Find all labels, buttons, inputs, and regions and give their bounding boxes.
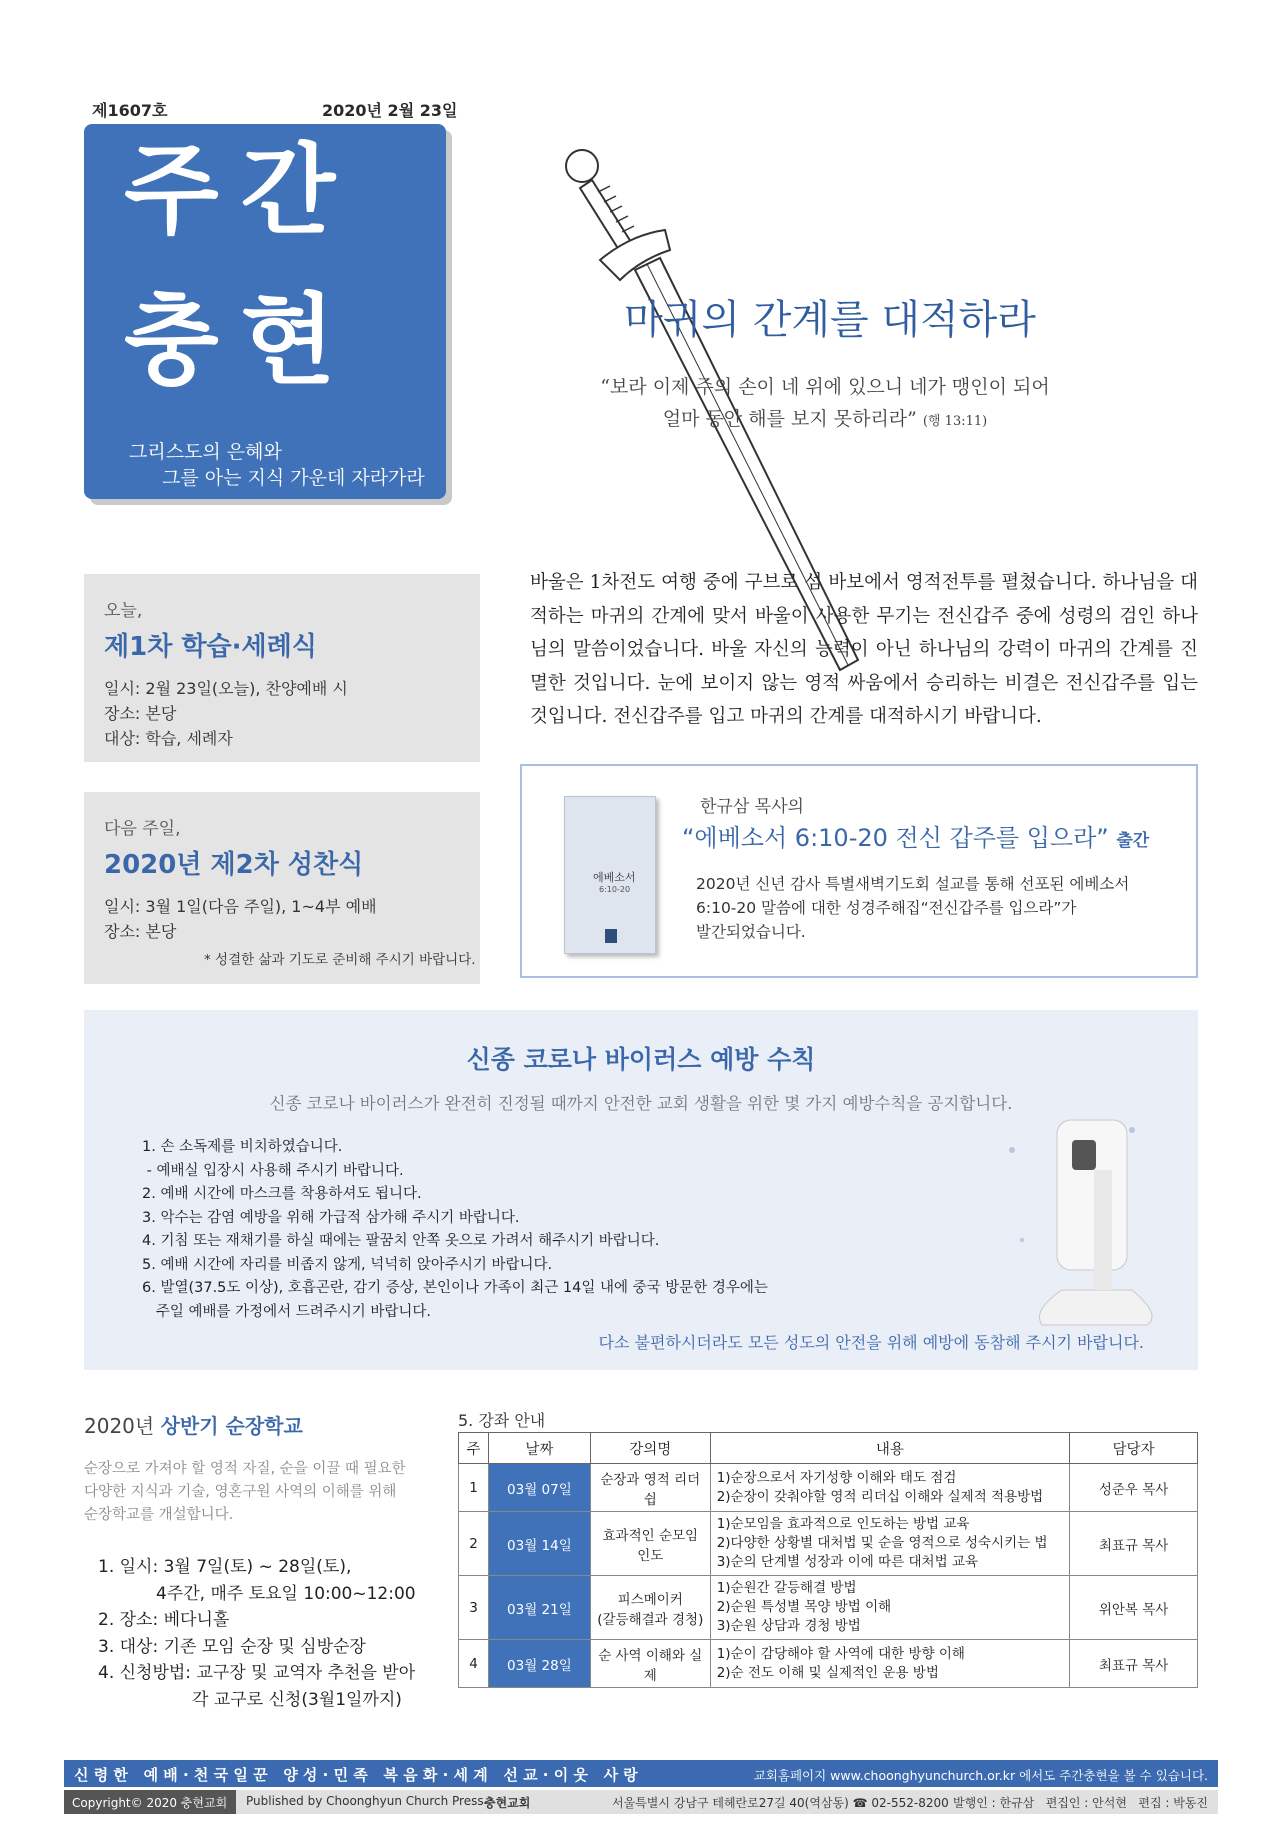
issue-number: 제1607호 <box>92 101 168 120</box>
today-title: 제1차 학습·세례식 <box>104 632 317 662</box>
covid-rules-list <box>142 1136 768 1324</box>
book-title: “에베소서 6:10-20 전신 갑주를 입으라” <box>682 824 1109 852</box>
book-suffix: 출간 <box>1116 831 1150 851</box>
covid-notice <box>84 1010 1198 1370</box>
lecture-content-line: 1)순원간 갈등해결 방법 <box>716 1580 857 1596</box>
lecture-name <box>590 1576 710 1640</box>
lecture-content-line: 2)다양한 상황별 대처법 및 순을 영적으로 성숙시키는 법 <box>716 1535 1048 1551</box>
school-desc-line2: 다양한 지식과 기술, 영혼구원 사역의 이해를 위해 <box>84 1484 397 1500</box>
school-desc-line1: 순장으로 가져야 할 영적 자질, 순을 이끌 때 필요한 <box>84 1461 406 1477</box>
covid-rule-item: 3. 악수는 감염 예방을 위해 가급적 삼가해 주시기 바랍니다. <box>142 1209 520 1226</box>
lecture-date: 03월 14일 <box>488 1512 590 1576</box>
lecture-name <box>590 1640 710 1688</box>
lecture-week: 1 <box>459 1464 489 1512</box>
book-cover <box>564 796 656 954</box>
lecture-name-line: 효과적인 순모임 인도 <box>602 1527 699 1564</box>
today-event-box <box>84 574 480 762</box>
footer-brand: 충현교회 <box>484 1796 531 1810</box>
next-line1: 일시: 3월 1일(다음 주일), 1~4부 예배 <box>104 897 377 916</box>
lecture-name-line: 순장과 영적 리더쉽 <box>600 1471 701 1508</box>
masthead-line1: 주간 <box>124 134 358 248</box>
lecture-name-line: (갈등해결과 경청) <box>597 1611 704 1628</box>
lecture-date: 03월 28일 <box>488 1640 590 1688</box>
school-info-2: 2. 장소: 베다니홀 <box>98 1610 230 1630</box>
lecture-name-line: 순 사역 이해와 실제 <box>598 1647 703 1684</box>
table-row <box>459 1640 1198 1688</box>
covid-rule-item: 5. 예배 시간에 자리를 비좁지 않게, 넉넉히 앉아주시기 바랍니다. <box>142 1256 553 1273</box>
footer-motto-bar <box>64 1760 1218 1787</box>
school-heading <box>84 1410 303 1439</box>
book-cover-title: 에베소서 <box>593 871 636 884</box>
book-desc-line1: 2020년 신년 감사 특별새벽기도회 설교를 통해 선포된 에베소서 <box>696 875 1130 893</box>
lecture-content <box>710 1512 1069 1576</box>
sermon-title: 마귀의 간계를 대적하라 <box>624 297 1036 343</box>
verse-text: 얼마 동안 해를 보지 못하리라” <box>662 408 917 430</box>
lecture-name <box>590 1512 710 1576</box>
table-row <box>459 1512 1198 1576</box>
school-info-3: 3. 대상: 기존 모임 순장 및 심방순장 <box>98 1636 366 1657</box>
table-row <box>459 1464 1198 1512</box>
footer-published: Published by Choonghyun Church Press <box>246 1794 484 1808</box>
school-description <box>84 1458 406 1527</box>
lecture-col-header: 날짜 <box>488 1433 590 1464</box>
lecture-name <box>590 1464 710 1512</box>
covid-rule-item: 6. 발열(37.5도 이상), 호흡곤란, 감기 증상, 본인이나 가족이 최근 14일 내에 중국 방문한 경우에는 <box>142 1280 768 1296</box>
lecture-content-line: 2)순장이 갖춰야할 영적 리더십 이해와 실제적 적용방법 <box>716 1488 1044 1505</box>
school-info-list <box>98 1554 416 1713</box>
book-desc-line2: 6:10-20 말씀에 대한 성경주해집“전신갑주를 입으라”가 <box>696 899 1077 917</box>
today-line1: 일시: 2월 23일(오늘), 찬양예배 시 <box>104 679 348 698</box>
lecture-table-header <box>459 1433 1198 1464</box>
lecture-content-line: 3)순의 단계별 성장과 이에 따른 대처법 교육 <box>716 1554 979 1570</box>
school-info-4b: 각 교구로 신청(3월1일까지) <box>192 1689 402 1710</box>
issue-date: 2020년 2월 23일 <box>322 101 458 120</box>
covid-rule-item: 4. 기침 또는 재채기를 하실 때에는 팔꿈치 안쪽 옷으로 가려서 해주시기 바랍니다. <box>142 1233 660 1249</box>
masthead-line2: 충현 <box>124 284 358 398</box>
footer-staff: 발행인 : 한규삼 편집인 : 안석현 편집 : 박동진 <box>953 1796 1208 1810</box>
school-title: 상반기 순장학교 <box>160 1414 303 1438</box>
lecture-instructor: 성준우 목사 <box>1070 1464 1198 1512</box>
lecture-content-line: 1)순모임을 효과적으로 인도하는 방법 교육 <box>716 1516 970 1532</box>
lecture-week: 3 <box>459 1576 489 1640</box>
lecture-instructor: 최표규 목사 <box>1070 1640 1198 1688</box>
lecture-instructor: 최표규 목사 <box>1070 1512 1198 1576</box>
masthead-sub2: 그를 아는 지식 가운데 자라가라 <box>162 467 425 489</box>
lecture-content-line: 1)순이 감당해야 할 사역에 대한 방향 이해 <box>716 1645 965 1662</box>
footer-homepage: 교회홈페이지 www.choonghyunchurch.or.kr 에서도 주간충현을 볼 수 있습니다. <box>753 1768 1208 1783</box>
lecture-date: 03월 21일 <box>488 1576 590 1640</box>
covid-closing: 다소 불편하시더라도 모든 성도의 안전을 위해 예방에 동참해 주시기 바랍니다. <box>598 1333 1144 1352</box>
footer-address: 서울특별시 강남구 테헤란로27길 40(역삼동) ☎ 02-552-8200 <box>612 1796 949 1810</box>
lecture-content <box>710 1464 1069 1512</box>
lecture-col-header: 내용 <box>710 1433 1069 1464</box>
book-cover-subtitle: 6:10-20 <box>599 885 631 894</box>
footer-motto: 신 령 한 예 배 · 천 국 일 꾼 양 성 · 민 족 복 음 화 · 세 계 선 교 · 이 웃 사 랑 <box>74 1766 638 1784</box>
lecture-content <box>710 1576 1069 1640</box>
school-year: 2020년 <box>84 1414 155 1438</box>
covid-rule-item: 2. 예배 시간에 마스크를 착용하셔도 됩니다. <box>142 1186 422 1202</box>
school-info-1b: 4주간, 매주 토요일 10:00~12:00 <box>156 1583 416 1604</box>
book-author: 한규삼 목사의 <box>700 797 804 817</box>
covid-intro: 신종 코로나 바이러스가 완전히 진정될 때까지 안전한 교회 생활을 위한 몇 가지 예방수칙을 공지합니다. <box>269 1094 1013 1113</box>
school-info-4: 4. 신청방법: 교구장 및 교역자 추천을 받아 <box>98 1663 416 1683</box>
covid-rule-item: 주일 예배를 가정에서 드려주시기 바랍니다. <box>142 1303 431 1320</box>
book-desc-line3: 발간되었습니다. <box>696 923 806 941</box>
book-title-line <box>682 818 1149 853</box>
table-row <box>459 1576 1198 1640</box>
lecture-col-header: 강의명 <box>590 1433 710 1464</box>
lecture-content-line: 1)순장으로서 자기성향 이해와 태도 점검 <box>716 1469 957 1486</box>
footer-publisher-bar <box>64 1790 1218 1814</box>
lecture-instructor: 위안복 목사 <box>1070 1576 1198 1640</box>
today-label: 오늘, <box>104 601 143 621</box>
next-label: 다음 주일, <box>104 819 181 839</box>
lecture-date: 03월 07일 <box>488 1464 590 1512</box>
school-info-1: 1. 일시: 3월 7일(토) ~ 28일(토), <box>98 1557 352 1577</box>
today-line3: 대상: 학습, 세례자 <box>104 729 233 748</box>
book-cover-logo <box>605 929 617 943</box>
today-line2: 장소: 본당 <box>104 704 177 723</box>
verse-reference: (행 13:11) <box>922 414 988 429</box>
lecture-week: 2 <box>459 1512 489 1576</box>
next-note: * 성결한 삶과 기도로 준비해 주시기 바랍니다. <box>204 952 476 968</box>
footer-copyright: Copyright© 2020 충현교회 <box>64 1790 236 1814</box>
covid-title: 신종 코로나 바이러스 예방 수칙 <box>466 1045 816 1074</box>
masthead-sub1: 그리스도의 은혜와 <box>129 441 282 463</box>
lecture-content-line: 3)순원 상담과 경청 방법 <box>716 1618 861 1634</box>
sermon-verse-line2 <box>560 404 1090 431</box>
lecture-name-line: 피스메이커 <box>617 1591 683 1608</box>
sermon-body: 바울은 1차전도 여행 중에 구브로 섬 바보에서 영적전투를 펼쳤습니다. 하나님을 대적하는 마귀의 간계에 맞서 바울이 사용한 무기는 전신갑주 중에 성령의 검인 하나님의 말씀이었습니다. 바울 자신의 능력이 아닌 하나님의 강력이 마귀의 간계를 진멸한 것입니다. 눈에 보이지 않는 영적 싸움에서 승리하는 비결은 전신갑주를 입는 것입니다. 전신갑주를 입고 마귀의 간계를 대적하시기 바랍니다. <box>530 572 1198 727</box>
lecture-content-line: 2)순원 특성별 목양 방법 이해 <box>716 1599 892 1615</box>
next-event-box <box>84 792 480 984</box>
next-line2: 장소: 본당 <box>104 922 177 941</box>
lecture-content <box>710 1640 1069 1688</box>
lecture-table-caption: 5. 강좌 안내 <box>458 1411 546 1430</box>
sanitizer-dispenser-image <box>1002 1110 1172 1340</box>
school-desc-line3: 순장학교를 개설합니다. <box>84 1507 234 1523</box>
lecture-content-line: 2)순 전도 이해 및 실제적인 운용 방법 <box>716 1664 939 1681</box>
lecture-table-wrap <box>458 1432 1198 1688</box>
covid-rule-item: 1. 손 소독제를 비치하였습니다. <box>142 1139 343 1155</box>
covid-rule-item: - 예배실 입장시 사용해 주시기 바랍니다. <box>142 1162 404 1179</box>
book-announcement <box>520 764 1198 978</box>
lecture-col-header: 주 <box>459 1433 489 1464</box>
lecture-week: 4 <box>459 1640 489 1688</box>
book-description <box>696 872 1129 944</box>
lecture-table <box>458 1432 1198 1688</box>
lecture-col-header: 담당자 <box>1070 1433 1198 1464</box>
next-title: 2020년 제2차 성찬식 <box>104 850 364 880</box>
masthead <box>84 124 446 499</box>
sermon-verse-line1: “보라 이제 주의 손이 네 위에 있으니 네가 맹인이 되어 <box>600 376 1050 398</box>
